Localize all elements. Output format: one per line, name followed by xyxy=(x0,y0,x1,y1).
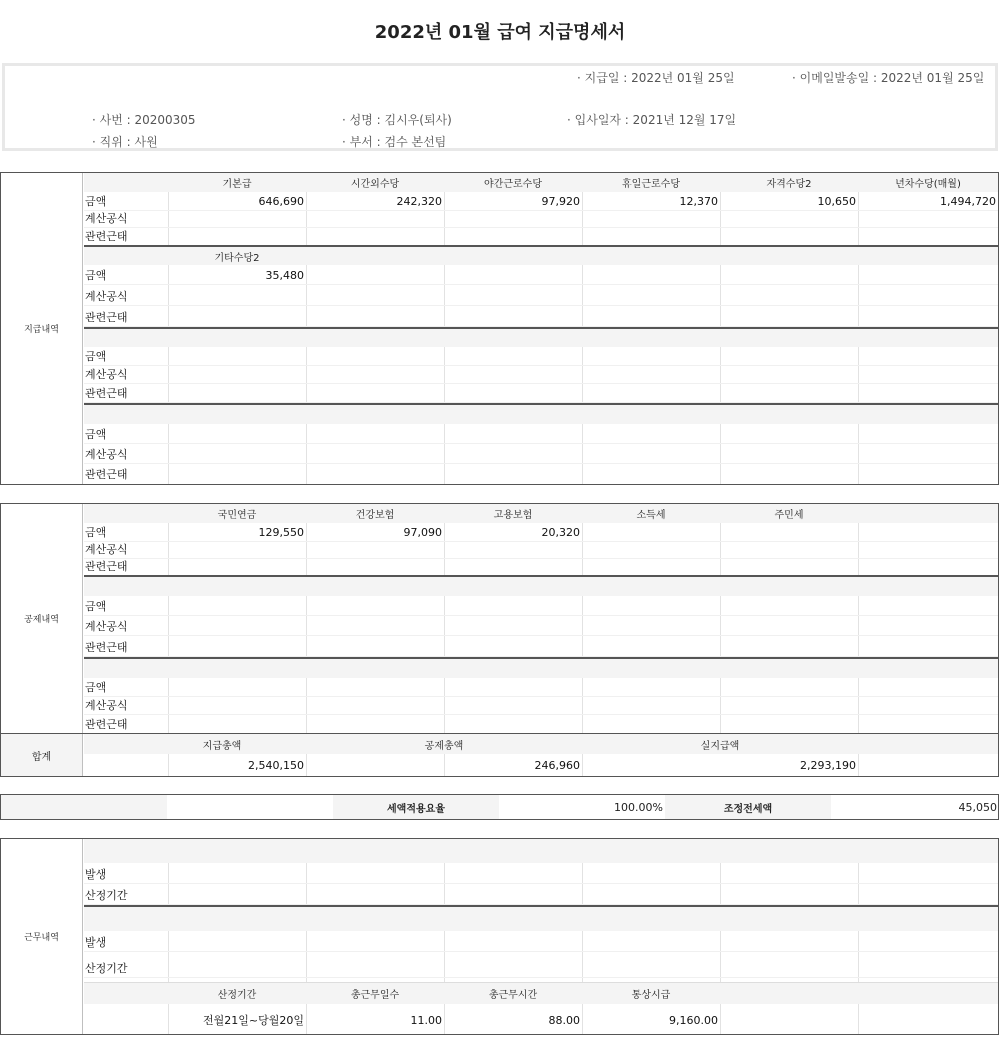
net-pay-label: 실지급액 xyxy=(700,740,740,752)
row-label: 금액 xyxy=(85,526,107,539)
row-label: 계산공식 xyxy=(85,620,128,633)
payment-header: 기본급 xyxy=(222,179,252,190)
tax-bar xyxy=(0,794,999,820)
deduction-header: 국민연금 xyxy=(217,510,257,521)
work-occur-row xyxy=(84,864,998,884)
payment-amount-row xyxy=(84,347,998,366)
work-header: 산정기간 xyxy=(217,990,257,1001)
payment-value: 646,690 xyxy=(258,194,304,208)
work-section-label: 근무내역 xyxy=(1,839,83,1034)
row-label: 관련근태 xyxy=(85,467,128,481)
payment-value: 97,920 xyxy=(541,194,580,208)
payment-header: 시간외수당 xyxy=(350,179,400,190)
work-period-row xyxy=(84,885,998,905)
row-label: 관련근태 xyxy=(85,717,128,731)
payment-attendance-row xyxy=(84,464,998,483)
row-label: 관련근태 xyxy=(85,641,128,654)
deduction-attendance-row xyxy=(84,557,998,576)
payment-header: 휴일근로수당 xyxy=(622,179,680,190)
email-date: · 이메일발송일 : 2022년 01월 25일 xyxy=(792,71,985,85)
work-value: 9,160.00 xyxy=(669,1013,718,1027)
payment-header: 년차수당(매월) xyxy=(895,179,961,190)
payment-value: 35,480 xyxy=(265,268,304,282)
row-label: 계산공식 xyxy=(85,699,128,712)
deduct-total-value: 246,960 xyxy=(534,759,580,772)
row-label: 금액 xyxy=(85,428,107,441)
work-value: 11.00 xyxy=(410,1013,442,1027)
payment-value: 1,494,720 xyxy=(940,194,996,208)
employee-name: · 성명 : 김시우(퇴사) xyxy=(342,113,452,127)
tax-rate-value: 100.00% xyxy=(614,800,663,814)
totals-label: 합계 xyxy=(1,734,83,776)
work-value: 전월21일~당월20일 xyxy=(203,1014,304,1027)
payment-attendance-row xyxy=(84,384,998,403)
pay-date: · 지급일 : 2022년 01월 25일 xyxy=(577,71,735,85)
row-label: 계산공식 xyxy=(85,290,128,303)
row-label: 금액 xyxy=(85,600,107,613)
deduction-formula-row xyxy=(84,617,998,636)
deduction-amount-row xyxy=(84,597,998,616)
row-label: 발생 xyxy=(85,935,107,949)
payment-formula-row xyxy=(84,209,998,228)
work-occur-row xyxy=(84,932,998,952)
deduction-header: 고용보험 xyxy=(493,510,533,521)
payment-value: 12,370 xyxy=(679,194,718,208)
deduction-header: 소득세 xyxy=(636,510,666,521)
payment-formula-row xyxy=(84,365,998,384)
pay-total-value: 2,540,150 xyxy=(248,759,304,772)
payment-header-row-1 xyxy=(84,173,998,192)
deduction-value: 129,550 xyxy=(258,525,304,539)
row-label: 발생 xyxy=(85,867,107,881)
row-label: 계산공식 xyxy=(85,543,128,556)
work-header: 총근무시간 xyxy=(488,990,538,1001)
work-value-row xyxy=(84,1010,998,1030)
work-value: 88.00 xyxy=(548,1013,580,1027)
deduction-value: 20,320 xyxy=(541,525,580,539)
work-header: 통상시급 xyxy=(631,990,671,1001)
deduction-attendance-row xyxy=(84,638,998,657)
row-label: 산정기간 xyxy=(85,961,128,975)
payment-formula-row xyxy=(84,287,998,306)
deduction-attendance-row xyxy=(84,714,998,733)
work-period-row xyxy=(84,958,998,978)
row-label: 계산공식 xyxy=(85,212,128,225)
payment-header: 야간근로수당 xyxy=(484,179,542,190)
deduction-amount-row xyxy=(84,678,998,697)
adjusted-tax-label: 조정전세액 xyxy=(665,795,831,819)
work-header-row xyxy=(84,982,998,1004)
row-label: 관련근태 xyxy=(85,311,128,324)
totals-header-row xyxy=(84,734,998,754)
join-date: · 입사일자 : 2021년 12월 17일 xyxy=(567,113,737,127)
totals-value-row xyxy=(84,756,998,775)
payment-header-row-2 xyxy=(84,247,998,265)
row-label: 금액 xyxy=(85,269,107,282)
page-title: 2022년 01월 급여 지급명세서 xyxy=(374,22,626,43)
row-label: 금액 xyxy=(85,350,107,363)
pay-total-label: 지급총액 xyxy=(202,740,242,752)
row-label: 관련근태 xyxy=(85,560,128,573)
payment-amount-row xyxy=(84,266,998,285)
employee-department: · 부서 : 검수 본선팀 xyxy=(342,135,447,149)
row-label: 관련근태 xyxy=(85,387,128,400)
work-header: 총근무일수 xyxy=(350,990,400,1001)
payment-value: 10,650 xyxy=(817,194,856,208)
deduction-section-label: 공제내역 xyxy=(1,504,83,733)
payment-header: 자격수당2 xyxy=(766,179,812,190)
row-label: 금액 xyxy=(85,681,107,694)
payment-attendance-row xyxy=(84,308,998,327)
net-pay-value: 2,293,190 xyxy=(800,759,856,772)
employee-number: · 사번 : 20200305 xyxy=(92,113,196,127)
payment-section-label: 지급내역 xyxy=(1,173,83,484)
payment-amount-row xyxy=(84,425,998,444)
deduct-total-label: 공제총액 xyxy=(424,740,464,752)
payment-value: 242,320 xyxy=(396,194,442,208)
deduction-header: 주민세 xyxy=(774,510,804,521)
payment-header: 기타수당2 xyxy=(214,252,260,264)
deduction-formula-row xyxy=(84,696,998,715)
deduction-header-row xyxy=(84,504,998,523)
row-label: 금액 xyxy=(85,195,107,208)
row-label: 계산공식 xyxy=(85,368,128,381)
deduction-value: 97,090 xyxy=(403,525,442,539)
employee-position: · 직위 : 사원 xyxy=(92,135,158,149)
row-label: 계산공식 xyxy=(85,448,128,461)
deduction-header: 건강보험 xyxy=(355,510,395,521)
row-label: 관련근태 xyxy=(85,230,128,243)
tax-rate-label: 세액적용요율 xyxy=(333,795,499,819)
row-label: 산정기간 xyxy=(85,888,128,902)
payment-formula-row xyxy=(84,445,998,464)
adjusted-tax-value: 45,050 xyxy=(958,800,997,814)
payment-attendance-row xyxy=(84,227,998,246)
